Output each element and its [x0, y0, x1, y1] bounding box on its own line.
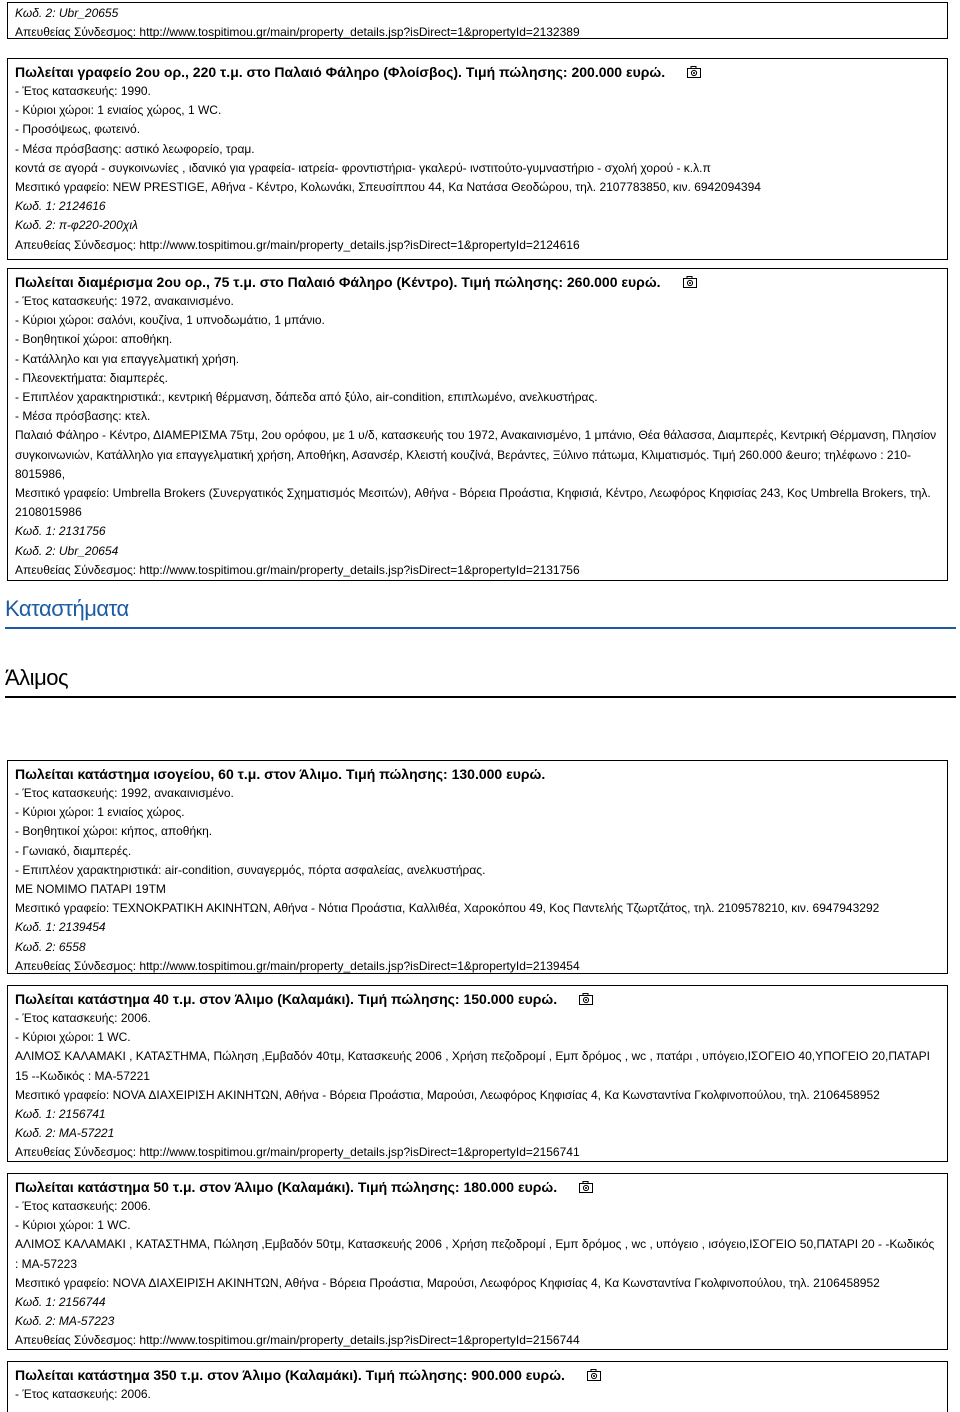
detail-line: - Γωνιακό, διαμπερές. — [15, 843, 132, 858]
detail-line: - Κύριοι χώροι: σαλόνι, κουζίνα, 1 υπνοδωμάτιο, 1 μπάνιο. — [15, 313, 325, 328]
direct-link[interactable]: Απευθείας Σύνδεσμος: http://www.tospitimou.gr/main/property_details.jsp?isDirect=1&propertyId=2156741 — [15, 1145, 580, 1160]
code-1: Κωδ. 1: 2156744 — [15, 1295, 106, 1310]
agency: Μεσιτικό γραφείο: NOVA ΔΙΑΧΕΙΡΙΣΗ ΑΚΙΝΗΤΩΝ, Αθήνα - Βόρεια Προάστια, Μαρούσι, Λεωφόρος Κηφισίας 4, Κα Κωνσταντίνα Γκολφινοπούλου, τηλ. 2106458952 — [15, 1275, 880, 1290]
description: Παλαιό Φάληρο - Κέντρο, ΔΙΑΜΕΡΙΣΜΑ 75τμ, 2ου ορόφου, με 1 υ/δ, κατασκευής του 1972, Ανακαινισμένο, 1 μπάνιο, Θέα θάλασσα, Διαμπερές, Κεντρική Θέρμανση, Πλησίον συγκοινωνιών, Κατάλληλο για επαγγελματική χρήση, Αποθήκη, Ασανσέρ, Κλειστή κουζίνά, Βεράντες, Ξύλινο πάτωμα, Κλιματισμός. Τιμή 260.000 &euro; τηλέφωνο : 210-8015986, — [15, 428, 937, 481]
code-2: Κωδ. 2: π-φ220-200χιλ — [15, 218, 138, 233]
detail-line: - Κύριοι χώροι: 1 WC. — [15, 1030, 131, 1045]
listing-apartment-palaio-faliro — [7, 268, 948, 581]
listing-continued — [7, 2, 948, 39]
code-2: Κωδ. 2: ΜΑ-57221 — [15, 1126, 115, 1141]
detail-line: - Πλεονεκτήματα: διαμπερές. — [15, 370, 168, 385]
agency: Μεσιτικό γραφείο: Umbrella Brokers (Συνεργατικός Σχηματισμός Μεσιτών), Αθήνα - Βόρεια Προάστια, Κηφισιά, Κέντρο, Λεωφόρος Κηφισίας 243, Κος Umbrella Brokers, τηλ. 2108015986 — [15, 486, 931, 520]
agency: Μεσιτικό γραφείο: NEW PRESTIGE, Αθήνα - Κέντρο, Κολωνάκι, Σπευσίππου 44, Κα Νατάσα Θεοδώρου, τηλ. 2107783850, κιν. 6942094394 — [15, 180, 761, 195]
area-heading-alimos: Άλιμος — [5, 664, 956, 698]
detail-line: - Κύριοι χώροι: 1 ενιαίος χώρος. — [15, 805, 185, 820]
direct-link[interactable]: Απευθείας Σύνδεσμος: http://www.tospitimou.gr/main/property_details.jsp?isDirect=1&propertyId=2131756 — [15, 562, 580, 577]
camera-photo-icon[interactable] — [683, 276, 697, 288]
detail-line: - Επιπλέον χαρακτηριστικά:, κεντρική θέρμανση, δάπεδα από ξύλο, air-condition, επιπλωμένο, ανελκυστήρας. — [15, 390, 598, 405]
detail-line: - Κύριοι χώροι: 1 WC. — [15, 1218, 131, 1233]
listing-office-palaio-faliro — [7, 58, 948, 260]
detail-line: - Έτος κατασκευής: 2006. — [15, 1387, 151, 1401]
code-2: Κωδ. 2: Ubr_20655 — [15, 6, 119, 20]
listing-shop-alimos-50 — [7, 1173, 948, 1350]
description: κοντά σε αγορά - συγκοινωνίες , ιδανικό για γραφεία- ιατρεία- φροντιστήρια- γκαλερύ- ινστιτούτο-γυμναστήριο - σχολή χορού - κ.λ.π — [15, 160, 711, 175]
direct-link[interactable]: Απευθείας Σύνδεσμος: http://www.tospitimou.gr/main/property_details.jsp?isDirect=1&propertyId=2132389 — [15, 25, 580, 40]
description: ΜΕ ΝΟΜΙΜΟ ΠΑΤΑΡΙ 19ΤΜ — [15, 882, 166, 897]
camera-photo-icon[interactable] — [579, 993, 593, 1005]
camera-photo-icon[interactable] — [687, 66, 701, 78]
code-1: Κωδ. 1: 2124616 — [15, 199, 106, 214]
listing-title: Πωλείται κατάστημα 350 τ.μ. στον Άλιμο (Καλαμάκι). Τιμή πώλησης: 900.000 ευρώ. — [15, 1365, 940, 1385]
detail-line: - Κατάλληλο και για επαγγελματική χρήση. — [15, 351, 240, 366]
detail-line: - Μέσα πρόσβασης: κτελ. — [15, 409, 151, 424]
detail-line: - Μέσα πρόσβασης: αστικό λεωφορείο, τραμ. — [15, 141, 255, 156]
code-1: Κωδ. 1: 2156741 — [15, 1107, 106, 1122]
detail-line: - Επιπλέον χαρακτηριστικά: air-condition, συναγερμός, πόρτα ασφαλείας, ανελκυστήρας. — [15, 862, 486, 877]
description: ΑΛΙΜΟΣ ΚΑΛΑΜΑΚΙ , ΚΑΤΑΣΤΗΜΑ, Πώληση ,Εμβαδόν 50τμ, Κατασκευής 2006 , Χρήση πεζοδρομί , Εμπ δρόμος , wc , υπόγειο , ισόγειο,ΙΣΟΓΕΙΟ 50,ΠΑΤΑΡΙ 20 - -Κωδικός : ΜΑ-57223 — [15, 1237, 935, 1271]
agency: Μεσιτικό γραφείο: NOVA ΔΙΑΧΕΙΡΙΣΗ ΑΚΙΝΗΤΩΝ, Αθήνα - Βόρεια Προάστια, Μαρούσι, Λεωφόρος Κηφισίας 4, Κα Κωνσταντίνα Γκολφινοπούλου, τηλ. 2106458952 — [15, 1087, 880, 1102]
direct-link[interactable]: Απευθείας Σύνδεσμος: http://www.tospitimou.gr/main/property_details.jsp?isDirect=1&propertyId=2156744 — [15, 1333, 580, 1348]
listing-title: Πωλείται γραφείο 2ου ορ., 220 τ.μ. στο Παλαιό Φάληρο (Φλοίσβος). Τιμή πώλησης: 200.000 ευρώ. — [15, 62, 940, 82]
direct-link[interactable]: Απευθείας Σύνδεσμος: http://www.tospitimou.gr/main/property_details.jsp?isDirect=1&propertyId=2139454 — [15, 958, 580, 973]
code-2: Κωδ. 2: Ubr_20654 — [15, 543, 119, 558]
listing-shop-alimos-350 — [7, 1361, 948, 1412]
listing-shop-alimos-60 — [7, 760, 948, 974]
detail-line: - Κύριοι χώροι: 1 ενιαίος χώρος, 1 WC. — [15, 103, 222, 118]
listing-title: Πωλείται διαμέρισμα 2ου ορ., 75 τ.μ. στο Παλαιό Φάληρο (Κέντρο). Τιμή πώλησης: 260.000 ευρώ. — [15, 272, 940, 292]
description: ΑΛΙΜΟΣ ΚΑΛΑΜΑΚΙ , ΚΑΤΑΣΤΗΜΑ, Πώληση ,Εμβαδόν 40τμ, Κατασκευής 2006 , Χρήση πεζοδρομί , Εμπ δρόμος , wc , πατάρι , υπόγειο,ΙΣΟΓΕΙΟ 40,ΥΠΟΓΕΙΟ 20,ΠΑΤΑΡΙ 15 --Κωδικός : ΜΑ-57221 — [15, 1049, 930, 1083]
camera-photo-icon[interactable] — [587, 1369, 601, 1381]
listing-title: Πωλείται κατάστημα 50 τ.μ. στον Άλιμο (Καλαμάκι). Τιμή πώλησης: 180.000 ευρώ. — [15, 1177, 940, 1197]
detail-line: - Βοηθητικοί χώροι: αποθήκη. — [15, 332, 173, 347]
detail-line: - Προσόψεως, φωτεινό. — [15, 122, 141, 137]
listing-title: Πωλείται κατάστημα ισογείου, 60 τ.μ. στον Άλιμο. Τιμή πώλησης: 130.000 ευρώ. — [15, 766, 546, 782]
code-2: Κωδ. 2: 6558 — [15, 939, 86, 954]
camera-photo-icon[interactable] — [579, 1181, 593, 1193]
detail-line: - Έτος κατασκευής: 2006. — [15, 1011, 151, 1025]
code-1: Κωδ. 1: 2131756 — [15, 524, 106, 539]
detail-line: - Βοηθητικοί χώροι: κήπος, αποθήκη. — [15, 824, 213, 839]
listing-title: Πωλείται κατάστημα 40 τ.μ. στον Άλιμο (Καλαμάκι). Τιμή πώλησης: 150.000 ευρώ. — [15, 989, 940, 1009]
detail-line: - Έτος κατασκευής: 2006. — [15, 1199, 151, 1213]
code-1: Κωδ. 1: 2139454 — [15, 920, 106, 935]
section-heading-shops: Καταστήματα — [5, 595, 956, 629]
listing-shop-alimos-40 — [7, 985, 948, 1162]
agency: Μεσιτικό γραφείο: ΤΕΧΝΟΚΡΑΤΙΚΗ ΑΚΙΝΗΤΩΝ, Αθήνα - Νότια Προάστια, Καλλιθέα, Χαροκόπου 49, Κος Παντελής Τζωρτζάτος, τηλ. 2109578210, κιν. 6947943292 — [15, 901, 880, 916]
detail-line: - Έτος κατασκευής: 1972, ανακαινισμένο. — [15, 294, 234, 308]
code-2: Κωδ. 2: ΜΑ-57223 — [15, 1314, 115, 1329]
detail-line: - Έτος κατασκευής: 1990. — [15, 84, 151, 98]
direct-link[interactable]: Απευθείας Σύνδεσμος: http://www.tospitimou.gr/main/property_details.jsp?isDirect=1&propertyId=2124616 — [15, 237, 580, 252]
detail-line: - Έτος κατασκευής: 1992, ανακαινισμένο. — [15, 786, 234, 800]
